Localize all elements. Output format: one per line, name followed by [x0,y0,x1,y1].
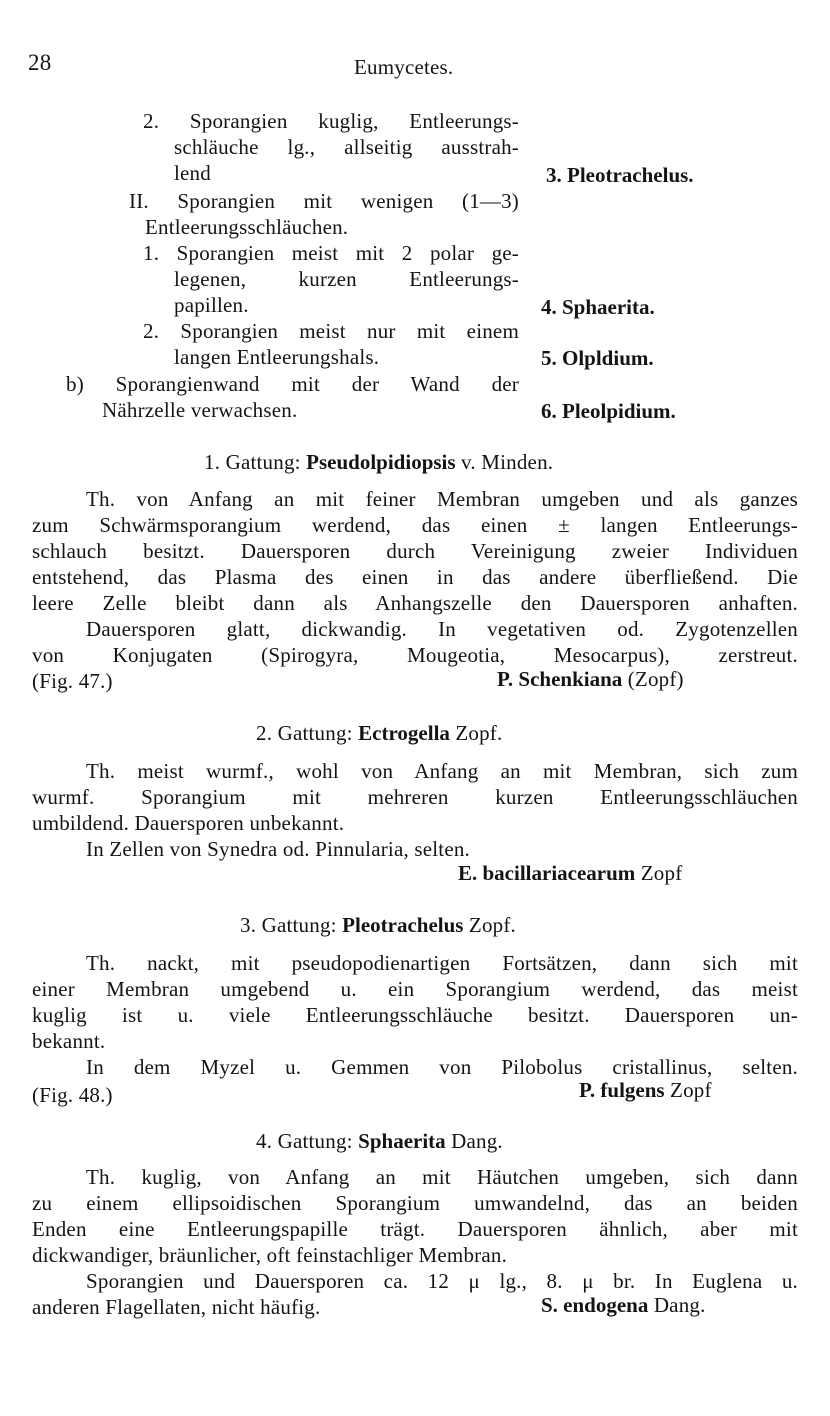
text-line: Dauersporen glatt, dickwandig. In vegetativen od. Zygotenzellen [86,617,798,641]
genus-name: Pleotrachelus [342,913,464,937]
key-line: legenen, kurzen Entleerungs- [174,267,519,291]
key-line: lend [174,161,211,185]
genus-heading [240,912,516,938]
key-line: papillen. [174,293,249,317]
heading-prefix: 1. Gattung: [204,450,301,474]
species-name: S. endogena [541,1293,649,1317]
text-line: wurmf. Sporangium mit mehreren kurzen Entleerungsschläuchen [32,785,798,809]
species-name: P. fulgens [579,1078,665,1102]
text-line: Th. meist wurmf., wohl von Anfang an mit Membran, sich zum [86,759,798,783]
genus-name: Pseudolpidiopsis [306,450,456,474]
key-line: schläuche lg., allseitig ausstrah- [174,135,519,159]
heading-prefix: 2. Gattung: [256,721,353,745]
text-line: leere Zelle bleibt dann als Anhangszelle den Dauersporen anhaften. [32,591,798,615]
running-title: Eumycetes. [354,55,454,79]
text-line: kuglig ist u. viele Entleerungsschläuche besitzt. Dauersporen un- [32,1003,798,1027]
key-result: 3. Pleotrachelus. [546,163,694,187]
figure-reference: (Fig. 48.) [32,1083,113,1107]
text-line: Th. von Anfang an mit feiner Membran umgeben und als ganzes [86,487,798,511]
genus-heading [256,1128,503,1154]
species-author: Zopf [670,1078,712,1102]
key-line: Entleerungsschläuchen. [145,215,349,239]
genus-author: v. Minden. [461,450,554,474]
heading-prefix: 3. Gattung: [240,913,337,937]
text-line: zum Schwärmsporangium werdend, das einen ± langen Entleerungs- [32,513,798,537]
text-line: Sporangien und Dauersporen ca. 12 μ lg., 8. μ br. In Euglena u. [86,1269,798,1293]
heading-prefix: 4. Gattung: [256,1129,353,1153]
text-line: von Konjugaten (Spirogyra, Mougeotia, Mesocarpus), zerstreut. [32,643,798,667]
key-line: Nährzelle verwachsen. [102,398,298,422]
page-number: 28 [28,50,52,75]
key-line: 1. Sporangien meist mit 2 polar ge- [143,241,519,265]
genus-name: Sphaerita [358,1129,446,1153]
key-line: b) Sporangienwand mit der Wand der [66,372,519,396]
species-line [579,1077,712,1103]
species-name: P. Schenkiana [497,667,623,691]
genus-name: Ectrogella [358,721,450,745]
figure-reference: (Fig. 47.) [32,669,113,693]
species-line [497,666,684,692]
genus-author: Dang. [451,1129,503,1153]
species-author: Dang. [653,1293,706,1317]
text-line: anderen Flagellaten, nicht häufig. [32,1295,321,1319]
key-result: 4. Sphaerita. [541,295,655,319]
key-line: 2. Sporangien meist nur mit einem [143,319,519,343]
genus-heading [256,720,502,746]
text-line: schlauch besitzt. Dauersporen durch Vereinigung zweier Individuen [32,539,798,563]
text-line: In Zellen von Synedra od. Pinnularia, selten. [86,837,470,861]
text-line: dickwandiger, bräunlicher, oft feinstachliger Membran. [32,1243,508,1267]
text-line: entstehend, das Plasma des einen in das andere überfließend. Die [32,565,798,589]
genus-author: Zopf. [455,721,503,745]
text-line: einer Membran umgebend u. ein Sporangium werdend, das meist [32,977,798,1001]
text-line: In dem Myzel u. Gemmen von Pilobolus cristallinus, selten. [86,1055,798,1079]
text-line: umbildend. Dauersporen unbekannt. [32,811,345,835]
key-result: 5. Olpldium. [541,346,654,370]
genus-heading [204,449,553,475]
text-line: Enden eine Entleerungspapille trägt. Dauersporen ähnlich, aber mit [32,1217,798,1241]
text-line: bekannt. [32,1029,106,1053]
text-line: zu einem ellipsoidischen Sporangium umwandelnd, das an beiden [32,1191,798,1215]
text-line: Th. kuglig, von Anfang an mit Häutchen umgeben, sich dann [86,1165,798,1189]
key-result: 6. Pleolpidium. [541,399,676,423]
key-line: II. Sporangien mit wenigen (1—3) [129,189,519,213]
key-line: langen Entleerungshals. [174,345,380,369]
species-line [458,860,682,886]
text-line: Th. nackt, mit pseudopodienartigen Fortsätzen, dann sich mit [86,951,798,975]
species-author: (Zopf) [627,667,684,691]
species-line [541,1292,706,1318]
genus-author: Zopf. [468,913,516,937]
key-line: 2. Sporangien kuglig, Entleerungs- [143,109,519,133]
species-name: E. bacillariacearum [458,861,636,885]
species-author: Zopf [640,861,683,885]
